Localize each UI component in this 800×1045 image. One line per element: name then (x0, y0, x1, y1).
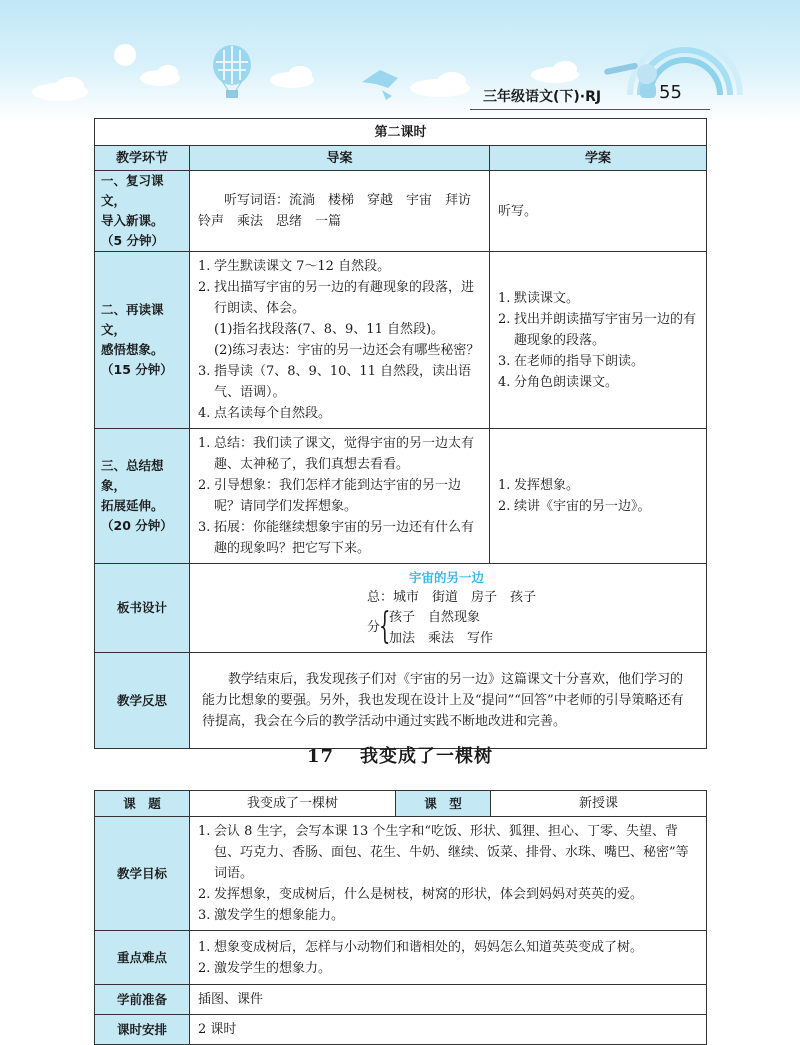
item-text: 发挥想象，变成树后，什么是树枝，树窝的形状，体会到妈妈对英英的爱。 (214, 887, 644, 902)
item-number: 1. (198, 259, 211, 274)
reflection-row (95, 653, 707, 749)
topic-label: 课 题 (95, 791, 190, 817)
item-text: (2)练习表达：宇宙的另一边还会有哪些秘密？ (214, 343, 480, 358)
item-number: 2. (198, 280, 211, 295)
guide-cell (190, 429, 490, 564)
item-number: 2. (198, 960, 211, 976)
lesson2-table (94, 118, 707, 749)
board-design-cell (190, 564, 707, 653)
item-number: 1. (498, 478, 511, 493)
guide-list (198, 433, 481, 559)
key-points-list (198, 937, 698, 979)
reflection-label: 教学反思 (95, 653, 190, 749)
item-text: 想象变成树后，怎样与小动物们和谐相处的，妈妈怎么知道英英变成了树。 (214, 939, 644, 955)
stage-line: 感悟想象。 (101, 342, 164, 357)
item-text: 引导想象：我们怎样才能到达宇宙的另一边呢？请同学们发挥想象。 (214, 478, 462, 514)
book-title: 三年级语文(下)·RJ (483, 89, 602, 105)
board-line: 孩子 自然现象 (389, 610, 481, 625)
board-design-label: 板书设计 (95, 564, 190, 653)
board-design-row (95, 564, 707, 653)
list-subitem (198, 319, 481, 340)
lesson2-header-row (95, 146, 707, 171)
item-text: (1)指名找段落(7、8、9、11 自然段)。 (214, 322, 445, 337)
item-number: 4. (198, 406, 211, 421)
type-value: 新授课 (491, 791, 707, 817)
lesson-title: 我变成了一棵树 (360, 746, 494, 767)
item-text: 点名读每个自然段。 (214, 406, 332, 421)
stage-cell (95, 171, 190, 252)
item-text: 分角色朗读课文。 (514, 374, 619, 390)
column-header-stage: 教学环节 (95, 146, 190, 171)
stage-line: 一、复习课文， (101, 173, 164, 208)
item-text: 会认 8 生字，会写本课 13 个生字和“吃饭、形状、狐狸、担心、丁零、失望、背包、巧克力、香肠、面包、花生、牛奶、继续、饭菜、排骨、水珠、嘴巴、秘密”等词语。 (214, 824, 689, 881)
item-number: 2. (198, 478, 211, 493)
table-row (95, 171, 707, 252)
guide-cell (190, 171, 490, 252)
type-label: 课 型 (396, 791, 491, 817)
item-text: 找出描写宇宙的另一边的有趣现象的段落，进行朗读、体会。 (214, 280, 475, 316)
brace-icon: { (379, 606, 391, 647)
item-text: 总结：我们读了课文，觉得宇宙的另一边太有趣、太神秘了，我们真想去看看。 (214, 436, 475, 472)
stage-cell (95, 252, 190, 429)
goals-list (198, 821, 698, 926)
table-row (95, 252, 707, 429)
item-text: 拓展：你能继续想象宇宙的另一边还有什么有趣的现象吗？把它写下来。 (214, 520, 475, 556)
reflection-cell (190, 653, 707, 749)
item-text: 续讲《宇宙的另一边》。 (514, 499, 651, 514)
stage-line: 拓展延伸。 (101, 498, 164, 513)
item-text: 激发学生的想象能力。 (214, 908, 345, 923)
list-item (198, 884, 698, 905)
item-text: 找出并朗读描写宇宙另一边的有趣现象的段落。 (514, 311, 697, 348)
page-number: 55 (659, 82, 682, 103)
study-cell (490, 252, 707, 429)
item-number: 3. (198, 364, 211, 379)
study-text: 听写。 (498, 203, 538, 219)
goals-label: 教学目标 (95, 817, 190, 931)
list-subitem (198, 340, 481, 361)
board-fen: 分 (367, 620, 381, 635)
hot-air-balloon-icon (213, 45, 251, 98)
item-number: 2. (198, 887, 211, 902)
sun-icon (115, 45, 135, 65)
list-item (498, 288, 698, 309)
item-number: 3. (198, 908, 211, 923)
item-number: 1. (198, 824, 211, 839)
guide-list (198, 256, 481, 424)
list-item (498, 475, 698, 496)
lesson2-title-row (95, 119, 707, 146)
list-item (498, 351, 698, 372)
stage-duration: （15 分钟） (101, 362, 173, 377)
list-item (198, 256, 481, 277)
item-text: 在老师的指导下朗读。 (514, 353, 645, 369)
item-number: 2. (498, 311, 511, 327)
prep-label: 学前准备 (95, 985, 190, 1015)
board-title: 宇宙的另一边 (409, 570, 485, 585)
study-cell (490, 171, 707, 252)
lesson2-title: 第二课时 (95, 119, 707, 146)
item-text: 激发学生的想象力。 (214, 960, 332, 976)
list-item (198, 821, 698, 884)
stage-line: 导入新课。 (101, 213, 164, 228)
item-text: 指导读（7、8、9、10、11 自然段，读出语气、语调）。 (214, 364, 472, 400)
stage-line: 二、再读课文， (101, 302, 164, 337)
table-row (95, 429, 707, 564)
prep-value: 插图、课件 (190, 985, 707, 1015)
list-item (198, 403, 481, 424)
lesson17-table (94, 790, 707, 1045)
study-list (498, 288, 698, 393)
table-row (95, 931, 707, 985)
flying-creature-icon (362, 70, 398, 100)
list-item (498, 372, 698, 393)
item-number: 3. (198, 520, 211, 535)
lesson-number: 17 (306, 746, 335, 767)
stage-line: 三、总结想象， (101, 458, 164, 493)
list-item (198, 905, 698, 926)
list-item (198, 517, 481, 559)
study-cell (490, 429, 707, 564)
table-row (95, 817, 707, 931)
schedule-label: 课时安排 (95, 1015, 190, 1045)
list-item (198, 361, 481, 403)
list-item (198, 277, 481, 319)
board-line: 加法 乘法 写作 (389, 631, 494, 646)
list-item (198, 958, 698, 979)
stage-duration: （5 分钟） (101, 233, 165, 248)
board-design (191, 565, 705, 651)
guide-cell (190, 252, 490, 429)
key-points-cell (190, 931, 707, 985)
item-number: 1. (498, 290, 511, 306)
item-number: 3. (498, 353, 511, 369)
list-item (198, 433, 481, 475)
header-divider (470, 109, 710, 110)
item-text: 默读课文。 (514, 290, 580, 306)
item-number: 4. (498, 374, 511, 390)
item-text: 学生默读课文 7～12 自然段。 (214, 259, 391, 274)
item-number: 2. (498, 499, 511, 514)
table-row (95, 1015, 707, 1045)
table-row (95, 985, 707, 1015)
key-points-label: 重点难点 (95, 931, 190, 985)
topic-value: 我变成了一棵树 (190, 791, 396, 817)
list-item (198, 937, 698, 958)
item-number: 1. (198, 939, 211, 955)
list-item (198, 475, 481, 517)
dictation-words: 听写词语：流淌 楼梯 穿越 宇宙 拜访 铃声 乘法 思绪 一篇 (198, 193, 485, 229)
study-list (498, 475, 698, 517)
board-total: 总：城市 街道 房子 孩子 (367, 590, 537, 605)
reflection-text: 教学结束后，我发现孩子们对《宇宙的另一边》这篇课文十分喜欢，他们学习的能力比想象的要强。另外，我也发现在设计上及“提问”“回答”中老师的引导策略还有待提高，我会在今后的教学活动中通过实践不断地改进和完善。 (202, 672, 684, 729)
list-item (498, 496, 698, 517)
schedule-value: 2 课时 (190, 1015, 707, 1045)
item-text: 发挥想象。 (514, 478, 580, 493)
goals-cell (190, 817, 707, 931)
stage-cell (95, 429, 190, 564)
table-row (95, 791, 707, 817)
list-item (498, 309, 698, 351)
column-header-guide: 导案 (190, 146, 490, 171)
column-header-study: 学案 (490, 146, 707, 171)
lesson17-heading (0, 742, 800, 768)
stage-duration: （20 分钟） (101, 518, 173, 533)
item-number: 1. (198, 436, 211, 451)
